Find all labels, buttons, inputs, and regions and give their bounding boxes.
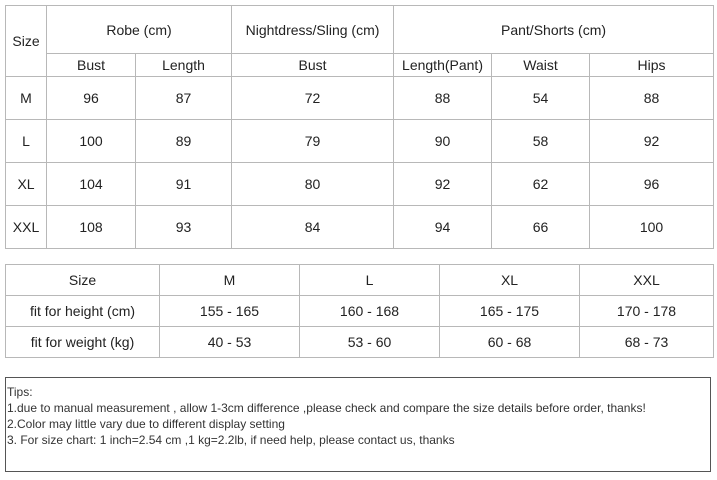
table-cell: 53 - 60 [300, 327, 440, 358]
table-cell: 40 - 53 [160, 327, 300, 358]
table-cell: 68 - 73 [580, 327, 714, 358]
table-cell: 60 - 68 [440, 327, 580, 358]
row-size: XXL [6, 206, 47, 249]
table-cell: 92 [394, 163, 492, 206]
fit-header-cell: XL [440, 265, 580, 296]
table-cell: 72 [232, 77, 394, 120]
table-cell: 96 [590, 163, 714, 206]
row-size: L [6, 120, 47, 163]
subheader: Bust [232, 54, 394, 77]
tip-line: 1.due to manual measurement , allow 1-3cm difference ,please check and compare the size details before order, thanks! [7, 401, 646, 415]
table-cell: 93 [136, 206, 232, 249]
table-cell: 104 [47, 163, 136, 206]
fit-guide-table [5, 264, 714, 358]
table-cell: 100 [47, 120, 136, 163]
table-cell: 54 [492, 77, 590, 120]
fit-row-label: fit for height (cm) [6, 296, 160, 327]
table-cell: 170 - 178 [580, 296, 714, 327]
table-row [6, 163, 714, 206]
row-size: XL [6, 163, 47, 206]
size-header: Size [6, 6, 47, 77]
table-row [6, 120, 714, 163]
tips-title: Tips: [7, 385, 33, 399]
table-row [6, 206, 714, 249]
table-cell: 88 [590, 77, 714, 120]
table-cell: 108 [47, 206, 136, 249]
size-measurement-table [5, 5, 714, 249]
subheader: Length [136, 54, 232, 77]
tip-line: 3. For size chart: 1 inch=2.54 cm ,1 kg=2.2lb, if need help, please contact us, thanks [7, 433, 455, 447]
tip-line: 2.Color may little vary due to different display setting [7, 417, 285, 431]
table-cell: 90 [394, 120, 492, 163]
table-cell: 165 - 175 [440, 296, 580, 327]
table-cell: 89 [136, 120, 232, 163]
nightdress-group-header: Nightdress/Sling (cm) [232, 6, 394, 54]
table-cell: 96 [47, 77, 136, 120]
table-row [6, 77, 714, 120]
fit-row-label: fit for weight (kg) [6, 327, 160, 358]
table-cell: 88 [394, 77, 492, 120]
table-row [6, 296, 714, 327]
fit-header-cell: XXL [580, 265, 714, 296]
table-cell: 84 [232, 206, 394, 249]
table-cell: 155 - 165 [160, 296, 300, 327]
subheader: Waist [492, 54, 590, 77]
robe-group-header: Robe (cm) [47, 6, 232, 54]
fit-header-row [6, 265, 714, 296]
table-cell: 160 - 168 [300, 296, 440, 327]
fit-header-cell: L [300, 265, 440, 296]
table-cell: 87 [136, 77, 232, 120]
pant-group-header: Pant/Shorts (cm) [394, 6, 714, 54]
subheader: Hips [590, 54, 714, 77]
table-cell: 62 [492, 163, 590, 206]
subheader: Bust [47, 54, 136, 77]
table-cell: 66 [492, 206, 590, 249]
tips-box [5, 377, 711, 472]
table-cell: 79 [232, 120, 394, 163]
table-cell: 80 [232, 163, 394, 206]
row-size: M [6, 77, 47, 120]
table-row [6, 327, 714, 358]
table-cell: 58 [492, 120, 590, 163]
table-cell: 94 [394, 206, 492, 249]
fit-header-cell: Size [6, 265, 160, 296]
table-cell: 91 [136, 163, 232, 206]
subheader: Length(Pant) [394, 54, 492, 77]
table-cell: 100 [590, 206, 714, 249]
table-cell: 92 [590, 120, 714, 163]
fit-header-cell: M [160, 265, 300, 296]
